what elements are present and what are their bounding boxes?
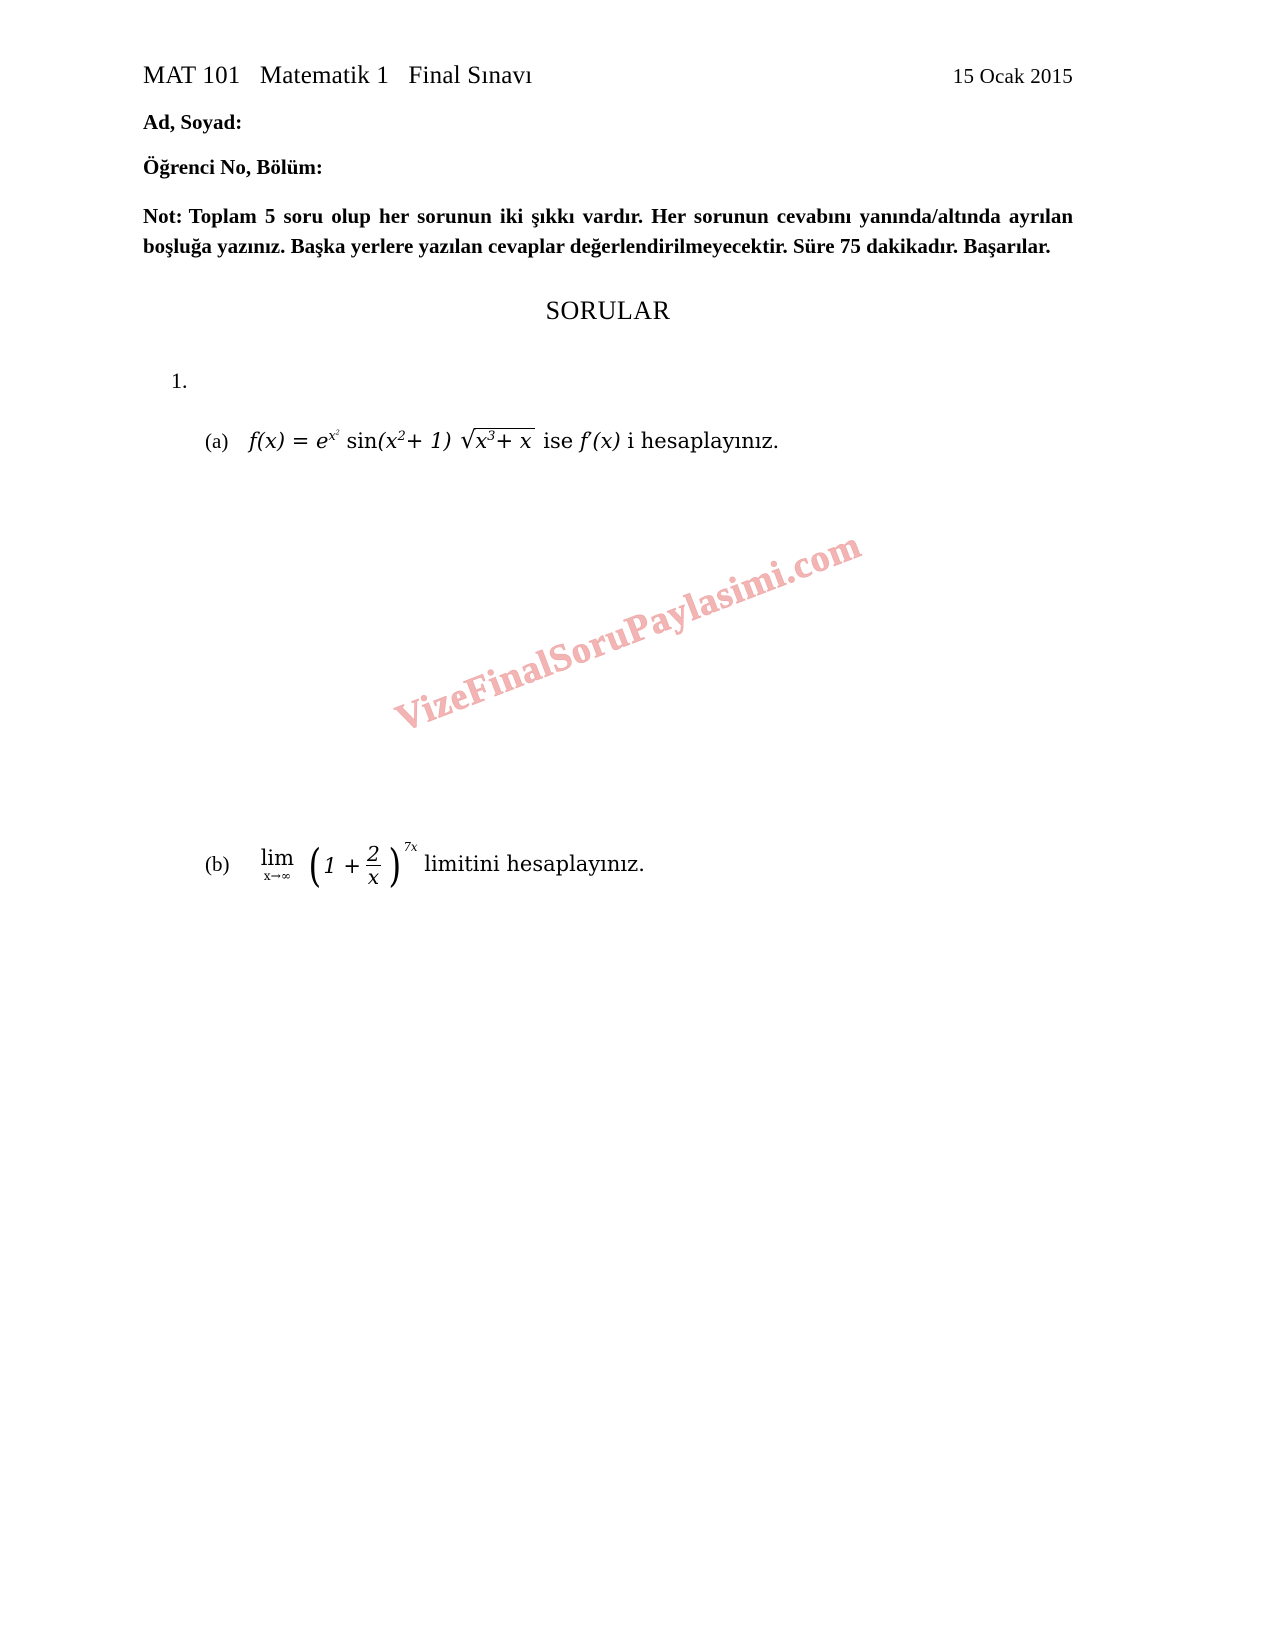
exp-power-sup: 2: [335, 429, 340, 437]
part-label-b: (b): [205, 852, 230, 877]
name-field-label: Ad, Soyad:: [143, 110, 243, 134]
sin-arg: (x: [377, 428, 398, 453]
exam-date: 15 Ocak 2015: [952, 64, 1073, 88]
fraction: [365, 841, 382, 889]
instructions-note: [143, 202, 1073, 262]
part-label-a: (a): [205, 428, 229, 453]
question-1a: [205, 428, 1073, 454]
sin-arg-rest: + 1): [405, 428, 452, 453]
radicand: x: [475, 428, 488, 453]
exp-base: e: [316, 428, 329, 453]
radicand-rest: + x: [495, 428, 532, 453]
question-1b: [205, 838, 1073, 892]
watermark: VizeFinalSoruPaylasimi.com: [390, 523, 867, 741]
section-heading: SORULAR: [545, 295, 671, 325]
course-title: MAT 101 Matematik 1 Final Sınavı: [143, 62, 533, 89]
limit-subscript: x→∞: [263, 869, 291, 884]
limit-operator: [261, 848, 294, 883]
instructions-text: Toplam 5 soru olup her sorunun iki şıkkı vardır. Her sorunun cevabını yanında/altında ayrılan boşluğa yazınız. Başka yerlere yazılan cevaplar değerlendirilmeyecektir. Süre 75 dakikadır. Başarılar.: [143, 204, 1073, 258]
fraction-numerator: 2: [367, 841, 380, 866]
ise-word: ise: [543, 428, 574, 453]
question-1b-tail: limitini hesaplayınız.: [424, 852, 645, 877]
question-number: 1.: [171, 367, 188, 393]
fraction-denominator: x: [367, 864, 380, 889]
instructions-lead: Not:: [143, 204, 183, 228]
fprime-function: f: [579, 428, 588, 453]
limit-symbol: lim: [260, 846, 295, 871]
formula-1a: [249, 429, 779, 453]
function-arg: (x): [256, 428, 286, 453]
radicand-sup: 3: [487, 428, 496, 444]
sin-operator: sin: [346, 428, 378, 453]
exp-power: x: [328, 428, 336, 444]
prime-mark: ′: [587, 428, 593, 453]
outer-exponent: 7x: [403, 840, 418, 855]
sin-arg-sup: 2: [397, 428, 406, 444]
document-header: [143, 62, 1073, 90]
one-plus: 1 +: [323, 853, 361, 878]
fprime-arg: (x): [592, 428, 621, 453]
square-root: [460, 428, 534, 454]
question-1a-tail: i hesaplayınız.: [627, 428, 780, 453]
left-paren: (: [308, 838, 321, 892]
student-no-field-label: Öğrenci No, Bölüm:: [143, 155, 323, 179]
right-paren: ): [388, 838, 401, 892]
parenthesized-expression: [306, 838, 404, 892]
formula-1b: [249, 838, 645, 892]
document-content: [143, 62, 1073, 892]
equals-sign: =: [291, 428, 310, 453]
function-name: f: [249, 428, 257, 453]
